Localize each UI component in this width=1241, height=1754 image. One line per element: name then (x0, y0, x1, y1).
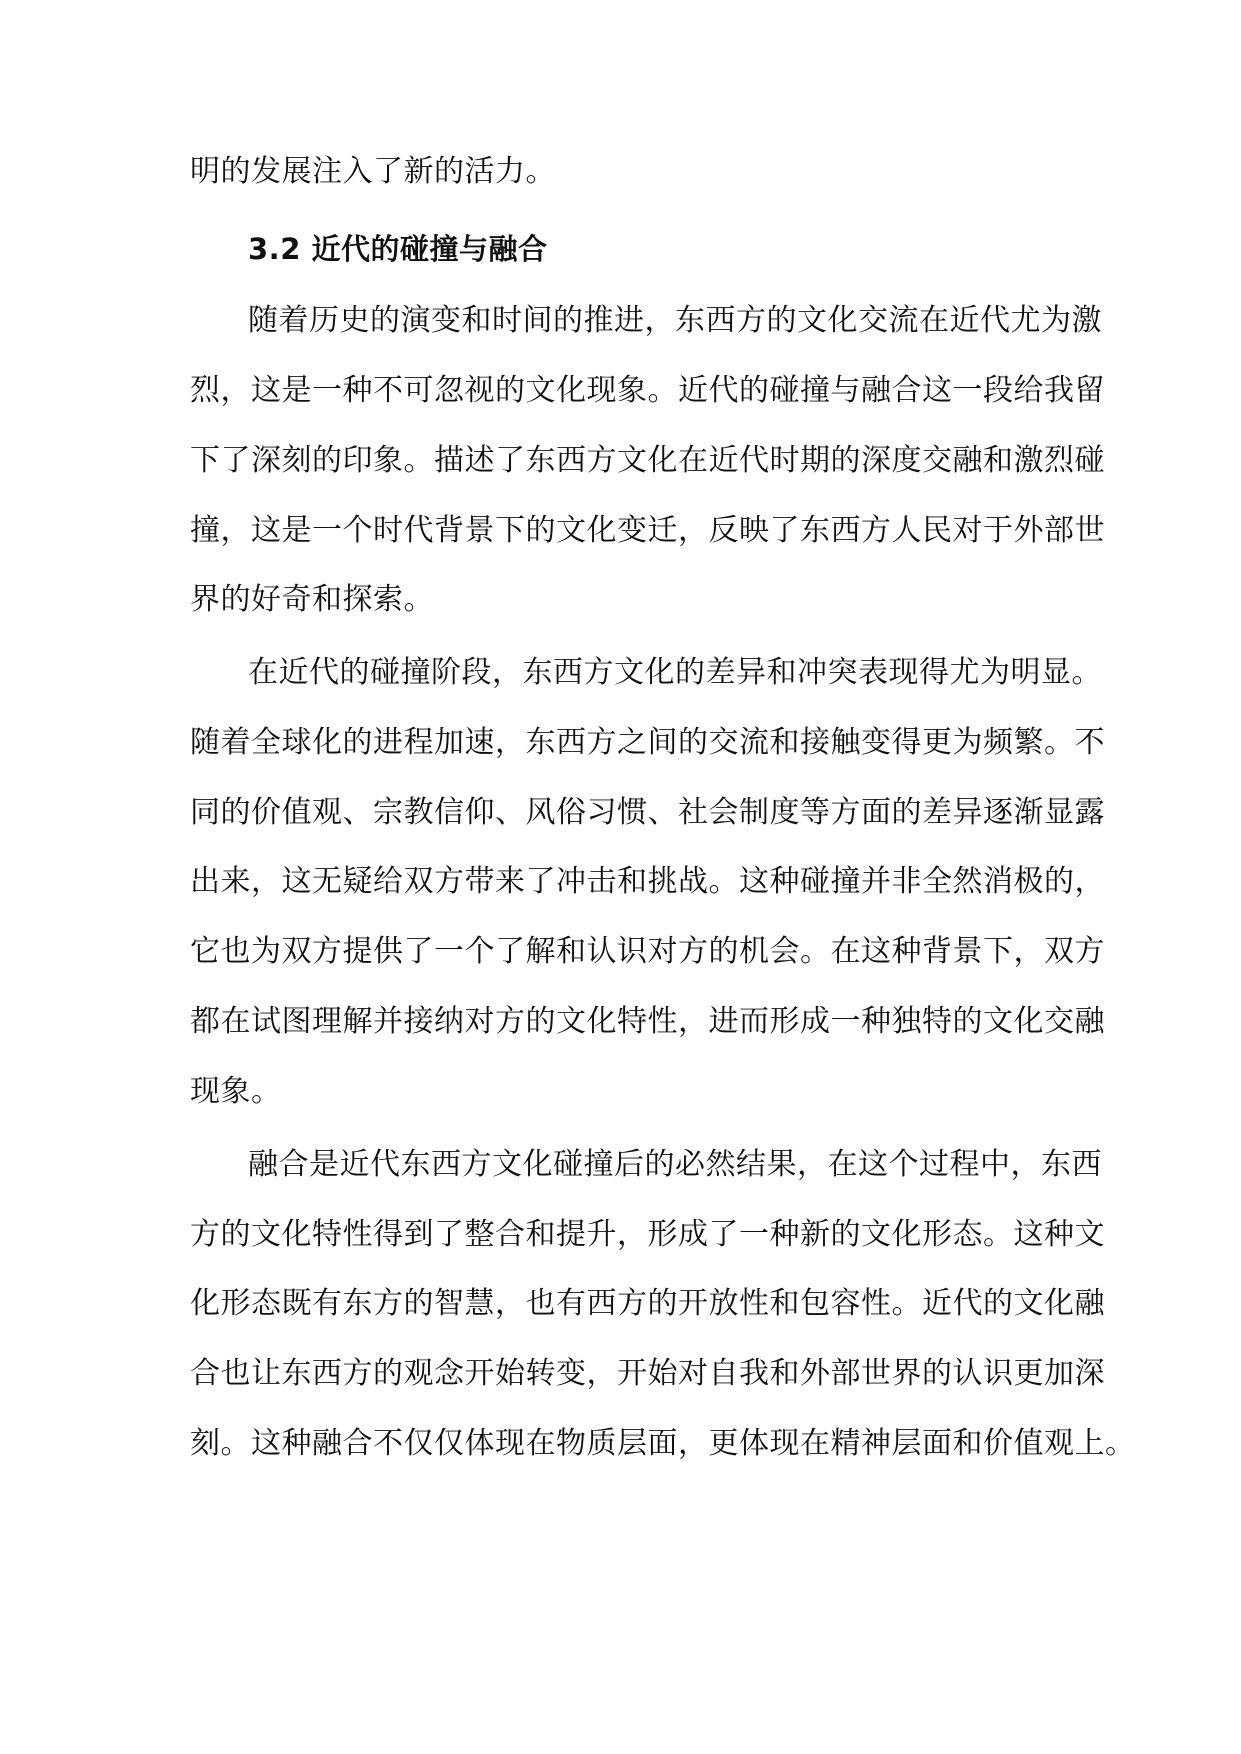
paragraph-line: 刻。这种融合不仅仅体现在物质层面，更体现在精神层面和价值观上。 (190, 1426, 1136, 1461)
paragraph-line: 随着全球化的进程加速，东西方之间的交流和接触变得更为频繁。不 (190, 725, 1105, 760)
paragraph-line: 融合是近代东西方文化碰撞后的必然结果，在这个过程中，东西 (248, 1147, 1102, 1182)
paragraph-line: 随着历史的演变和时间的推进，东西方的文化交流在近代尤为激 (248, 303, 1102, 338)
paragraph-line: 现象。 (190, 1074, 282, 1109)
section-heading: 3.2 近代的碰撞与融合 (248, 232, 548, 266)
paragraph-line: 都在试图理解并接纳对方的文化特性，进而形成一种独特的文化交融 (190, 1004, 1105, 1039)
paragraph-line: 在近代的碰撞阶段，东西方文化的差异和冲突表现得尤为明显。 (248, 655, 1102, 690)
paragraph-line: 出来，这无疑给双方带来了冲击和挑战。这种碰撞并非全然消极的， (190, 864, 1105, 899)
paragraph-line: 方的文化特性得到了整合和提升，形成了一种新的文化形态。这种文 (190, 1217, 1105, 1252)
continuation-line: 明的发展注入了新的活力。 (190, 154, 556, 189)
paragraph-line: 它也为双方提供了一个了解和认识对方的机会。在这种背景下，双方 (190, 934, 1105, 969)
paragraph-line: 同的价值观、宗教信仰、风俗习惯、社会制度等方面的差异逐渐显露 (190, 795, 1105, 830)
paragraph-line: 合也让东西方的观念开始转变，开始对自我和外部世界的认识更加深 (190, 1356, 1105, 1391)
paragraph-line: 下了深刻的印象。描述了东西方文化在近代时期的深度交融和激烈碰 (190, 443, 1105, 478)
paragraph-line: 界的好奇和探索。 (190, 582, 434, 617)
paragraph-line: 化形态既有东方的智慧，也有西方的开放性和包容性。近代的文化融 (190, 1286, 1105, 1321)
paragraph-line: 烈，这是一种不可忽视的文化现象。近代的碰撞与融合这一段给我留 (190, 373, 1105, 408)
paragraph-line: 撞，这是一个时代背景下的文化变迁，反映了东西方人民对于外部世 (190, 513, 1105, 548)
